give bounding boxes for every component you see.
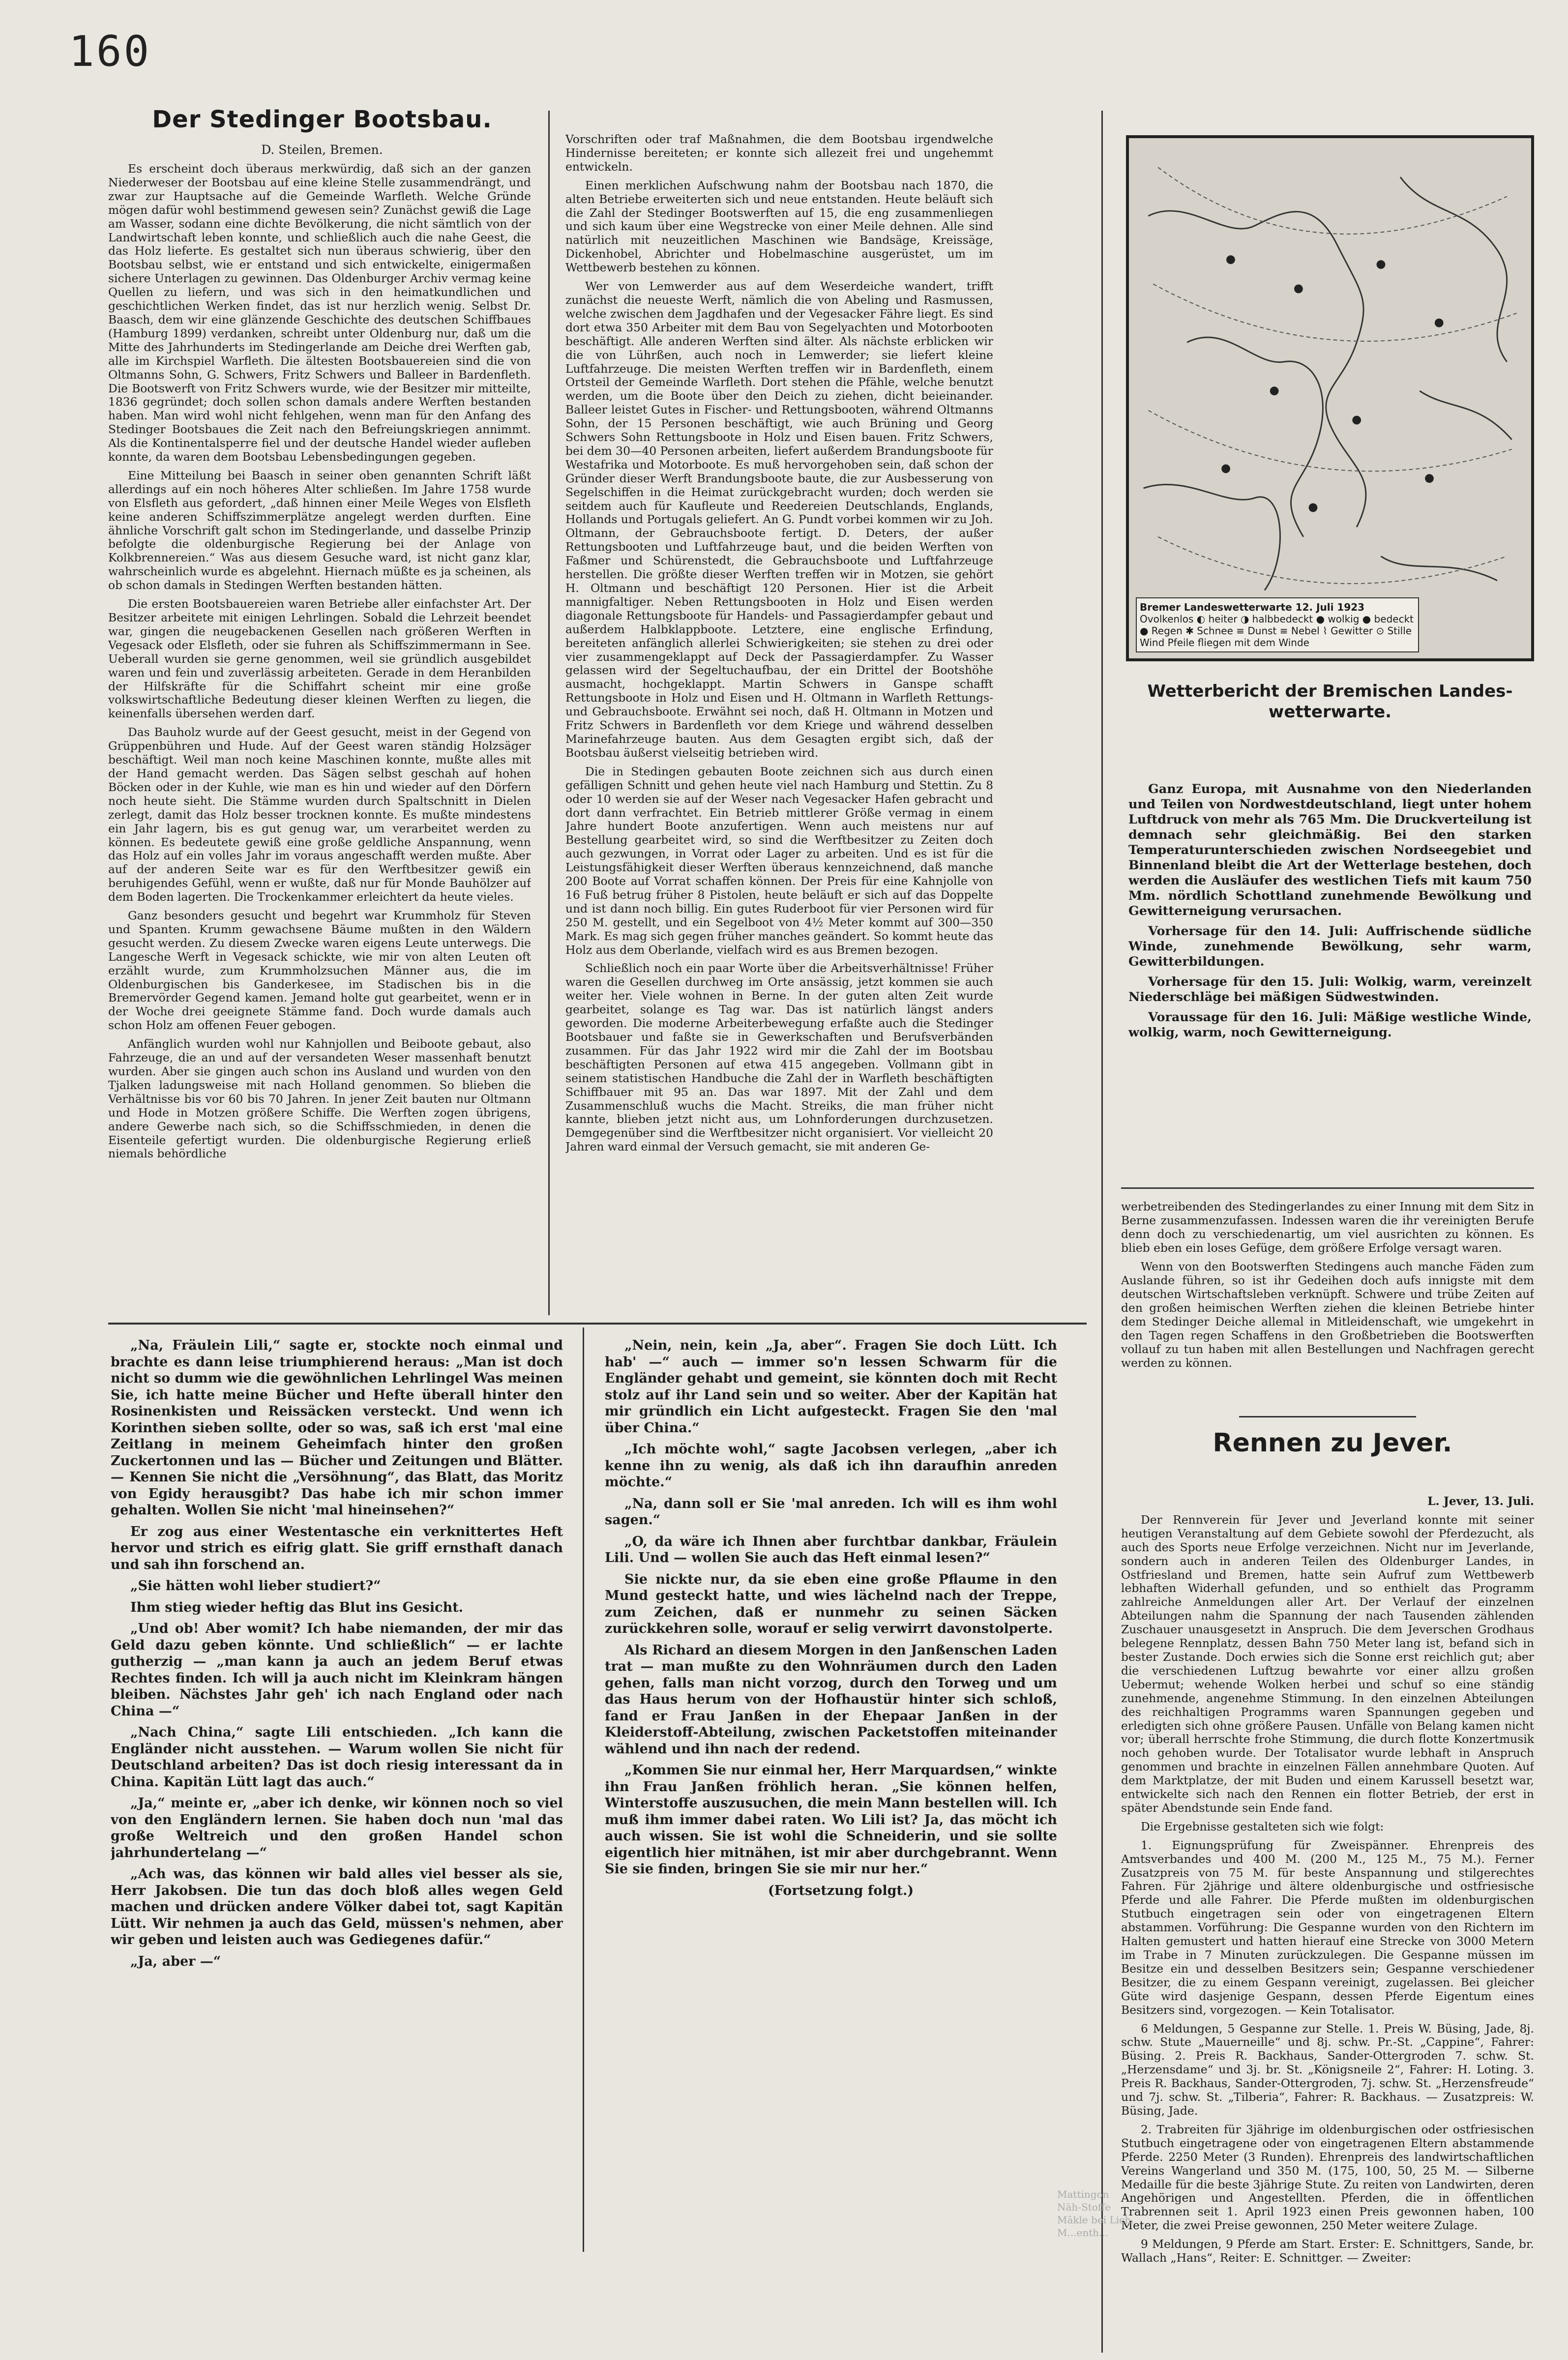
paragraph: Sie nickte nur, da sie eben eine große Pflaume in den Mund gesteckt hatte, und wies lächelnd nach der Treppe, zum Zeichen, daß er nunmehr zu seinen Säcken zurückkehren solle, worauf er selig verwirrt davonstolperte. bbox=[605, 1571, 1057, 1636]
paragraph: Ihm stieg wieder heftig das Blut ins Gesicht. bbox=[130, 1599, 464, 1615]
paragraph: Wenn von den Bootswerften Stedingens auch manche Fäden zum Auslande führen, so ist ihr Gedeihen doch aufs innigste mit dem deutschen Wirtschaftsleben verknüpft. Schwere und trübe Zeiten auf den großen heimischen Werften ziehen die kleinen Betriebe hinter dem Stedinger Deiche allemal in Mitleidenschaft, wie umgekehrt in den Tagen regen Schaffens in den Großbetrieben die Bootswerften vollauf zu tun haben mit allen Bestellungen und Nachfragen gerecht werden zu können. bbox=[1121, 1260, 1534, 1370]
story-column-b bbox=[605, 1337, 1057, 2237]
faint-line: Näh-Stoffe bbox=[1057, 2201, 1111, 2213]
paragraph: Die ersten Bootsbauereien waren Betriebe aller einfachster Art. Der Besitzer arbeitete mit einigen Lehrlingen. Sobald die Lehrzeit beendet war, gingen die neugebackenen Gesellen nach größeren Werften in Vegesack oder Elsfleth, oder sie fuhren als Schiffszimmermann in See. Ueberall wurden sie gerne genommen, weil sie gründlich ausgebildet waren und fein und zuverlässig arbeiteten. Gerade in dem Heranbilden der Hilfskräfte für die Schiffahrt scheint mir eine große volkswirtschaftliche Bedeutung dieser kleinen Werften zu liegen, die keinenfalls übersehen werden darf. bbox=[108, 597, 531, 721]
story-column-a bbox=[111, 1337, 563, 2267]
paragraph: „Nein, nein, kein „Ja, aber“. Fragen Sie doch Lütt. Ich hab' —“ auch — immer so'n lessen Schwarm für die Engländer gehabt und gemeint, sie könnten doch mit Recht stolz auf ihr Land sein und so weiter. Aber der Kapitän hat mir gründlich ein Licht aufgesteckt. Fragen Sie den 'mal über China.“ bbox=[605, 1338, 1057, 1436]
forecast-line: Vorhersage für den 15. Juli: Wolkig, warm, vereinzelt Niederschläge bei mäßigen Südwestwinden. bbox=[1128, 974, 1532, 1004]
paragraph: Eine Mitteilung bei Baasch in seiner oben genannten Schrift läßt allerdings auf ein noch höheres Alter schließen. Im Jahre 1758 wurde von Elsfleth aus gefordert, „daß hinnen einer Meile Weges von Elsfleth keine anderen Schiffszimmerplätze angelegt werden durften. Eine ähnliche Vorschrift galt schon im Stedingerlande, und dasselbe Prinzip befolgte die oldenburgische Regierung bei der Anlage von Kolkbrennereien.“ Was aus diesem Gesuche ward, ist nicht ganz klar, wahrscheinlich wurde es abgelehnt. Hiernach müßte es ja scheinen, als ob schon damals in Stedingen Werften bestanden hätten. bbox=[108, 468, 531, 592]
paragraph: 1. Eignungsprüfung für Zweispänner. Ehrenpreis des Amtsverbandes und 400 M. (200 M., 125 M., 75 M.). Ferner Zusatzpreis von 75 M. für beste Anspannung und stilgerechtes Fahren. Für 2jährige und ältere oldenburgische und ostfriesische Pferde und alle Fahrer. Die Pferde mußten im oldenburgischen Stutbuch eingetragen sein oder von eingetragenen Eltern abstammen. Vorführung: Die Gespanne wurden von den Richtern im Halten gemustert und hatten hierauf eine Strecke von 3000 Metern im Trabe in 7 Minuten zurückzulegen. Die Gespanne müssen im Besitze ein und desselben Besitzers sein; Gespanne verschiedener Besitzer, die zu einem Gespann vereinigt, zugelassen. Bei gleicher Güte wird dasjenige Gespann, dessen Pferde Eigentum eines Besitzers sind, vorgezogen. — Kein Totalisator. bbox=[1121, 1838, 1534, 2017]
paragraph: Vorschriften oder traf Maßnahmen, die dem Bootsbau irgendwelche Hindernisse bereiteten; er konnte sich allezeit frei und ungehemmt entwickeln. bbox=[565, 133, 993, 174]
paragraph: „Ja, aber —“ bbox=[130, 1953, 221, 1969]
map-caption-line: Bremer Landeswetterwarte 12. Juli 1923 bbox=[1140, 601, 1365, 613]
paragraph: Schließlich noch ein paar Worte über die Arbeitsverhältnisse! Früher waren die Gesellen durchweg im Orte ansässig, jetzt kommen sie auch weiter her. Viele wohnen in Berne. In der guten alten Zeit wurde gearbeitet, solange es Tag war. Das ist natürlich längst anders geworden. Die moderne Arbeiterbewegung erfaßte auch die Stedinger Bootsbauer und faßte sie in Gewerkschaften und Berufsverbänden zusammen. Für das Jahr 1922 wird mir die Zahl der im Bootsbau beschäftigten Personen auf etwa 415 angegeben. Vollmann gibt in seinem statistischen Handbuche die Zahl der in Warfleth beschäftigten Schiffbauer mit 95 an. Das war 1897. Mit der Zahl und dem Zusammenschluß wuchs die Macht. Streiks, die man früher nicht kannte, blieben jetzt nicht aus, um Lohnforderungen durchzusetzen. Demgegenüber sind die Werftbesitzer nicht organisiert. Vor vielleicht 20 Jahren ward einmal der Versuch gemacht, sie mit anderen Ge- bbox=[565, 961, 993, 1154]
paragraph: Es erscheint doch überaus merkwürdig, daß sich an der ganzen Niederweser der Bootsbau auf eine kleine Stelle zusammendrängt, und zwar zur Hauptsache auf die Gemeinde Warfleth. Welche Gründe mögen dafür wohl bestimmend gewesen sein? Zunächst gewiß die Lage am Wasser, sodann eine dichte Bevölkerung, die nicht sämtlich von der Landwirtschaft leben konnte, und schließlich auch die nahe Geest, die das Holz lieferte. Es gestaltet sich nun überaus schwierig, über den Bootsbau selbst, wie er entstand und sich entwickelte, einigermaßen sichere Unterlagen zu gewinnen. Das Oldenburger Archiv vermag keine Quellen zu liefern, und was sich in den heimatkundlichen und geschichtlichen Werken findet, das ist nur herzlich wenig. Selbst Dr. Baasch, dem wir eine glänzende Geschichte des deutschen Schiffbaues (Hamburg 1899) verdanken, schreibt unter Oldenburg nur, daß um die Mitte des Jahrhunderts im Stedingerlande am Deiche drei Werften gab, alle im Kirchspiel Warfleth. Die ältesten Bootsbauereien sind die von Oltmanns Sohn, G. Schwers, Fritz Schwers und Balleer in Bardenfleth. Die Bootswerft von Fritz Schwers wurde, wie der Besitzer mir mitteilte, 1836 gegründet; doch sollen schon damals andere Werften bestanden haben. Man wird wohl nicht fehlgehen, wenn man für den Anfang des Stedinger Bootsbaues die Zeit nach den Befreiungskriegen annimmt. Als die Kontinentalsperre fiel und der deutsche Handel wieder aufleben konnte, da waren dem Bootsbau Lebensbedingungen gegeben. bbox=[108, 162, 531, 464]
paragraph: „Na, dann soll er Sie 'mal anreden. Ich will es ihm wohl sagen.“ bbox=[605, 1496, 1057, 1528]
map-caption-line: Wind Pfeile fliegen mit dem Winde bbox=[1140, 637, 1309, 649]
article-title-rennen: Rennen zu Jever. bbox=[1213, 1428, 1452, 1458]
article-title-bootsbau: Der Stedinger Bootsbau. bbox=[152, 106, 492, 133]
story-divider-rule bbox=[108, 1323, 1087, 1325]
paragraph: „Nach China,“ sagte Lili entschieden. „Ich kann die Engländer nicht ausstehen. — Warum wollen Sie nicht für Deutschland arbeiten? Das ist doch riesig interessant da in China. Kapitän Lütt lagt das auch.“ bbox=[111, 1725, 563, 1790]
paragraph: „Ich möchte wohl,“ sagte Jacobsen verlegen, „aber ich kenne ihn zu wenig, als daß ich ihn daraufhin anreden möchte.“ bbox=[605, 1442, 1057, 1490]
paragraph: Ganz Europa, mit Ausnahme von den Niederlanden und Teilen von Nordwestdeutschland, liegt unter hohem Luftdruck von mehr als 765 Mm. Die Druckverteilung ist demnach sehr gleichmäßig. Bei den starken Temperaturunterschieden zwischen Nordseegebiet und Binnenland bleibt die Art der Wetterlage bestehen, doch werden die Ausläufer des westlichen Tiefs mit kaum 750 Mm. nördlich Schottland zunehmende Bewölkung und Gewitterneigung verursachen. bbox=[1128, 782, 1532, 918]
faint-line: M...enth... bbox=[1057, 2227, 1109, 2239]
paragraph: Einen merklichen Aufschwung nahm der Bootsbau nach 1870, die alten Betriebe erweiterten sich und neue entstanden. Heute beläuft sich die Zahl der Stedinger Bootswerften auf 15, die eng zusammenliegen und sich kaum über eine Wegstrecke von einer Meile dehnen. Alle sind natürlich mit neuzeitlichen Maschinen wie Bandsäge, Kreissäge, Dickenhobel, Abrichter und Hobelmaschine ausgerüstet, um im Wettbewerb bestehen zu können. bbox=[565, 178, 993, 275]
weather-map bbox=[1126, 135, 1534, 661]
dateline: L. Jever, 13. Juli. bbox=[1427, 1495, 1534, 1508]
weather-map-caption bbox=[1136, 597, 1419, 652]
paragraph: werbetreibenden des Stedingerlandes zu einer Innung mit dem Sitz in Berne zusammenzufassen. Indessen waren die ihr vereinigten Berufe denn doch zu verschiedenartig, um viel ausrichten zu können. Es blieb eben ein loses Gefüge, dem größere Erfolge versagt waren. bbox=[1121, 1200, 1534, 1255]
paragraph: 2. Trabreiten für 3jährige im oldenburgischen oder ostfriesischen Stutbuch eingetragene oder von eingetragenen Eltern abstammende Pferde. 2250 Meter (3 Runden). Ehrenpreis des landwirtschaftlichen Vereins Wangerland und 350 M. (175, 100, 50, 25 M. — Silberne Medaille für die beste 3jährige Stute. Zu reiten von Landwirten, deren Angehörigen und Angestellten. Pferden, die in öffentlichen Trabrennen seit 1. April 1923 einen Preis gewonnen haben, 100 Meter, die zwei Preise gewonnen, 250 Meter weitere Zulage. bbox=[1121, 2122, 1534, 2233]
paragraph: „O, da wäre ich Ihnen aber furchtbar dankbar, Fräulein Lili. Und — wollen Sie auch das Heft einmal lesen?“ bbox=[605, 1534, 1057, 1565]
faint-line: Mäkle bei Lich. bbox=[1057, 2214, 1134, 2226]
article-byline: D. Steilen, Bremen. bbox=[261, 143, 383, 157]
weather-report-body bbox=[1128, 782, 1532, 1136]
weather-title-line: Wetterbericht der Bremischen Landes- bbox=[1147, 681, 1513, 701]
forecast-line: Vorhersage für den 14. Juli: Auffrischende südliche Winde, zunehmende Bewölkung, sehr warm, Gewitterbildungen. bbox=[1128, 924, 1532, 969]
paragraph: „Und ob! Aber womit? Ich habe niemanden, der mir das Geld dazu geben könnte. Und schließlich“ — er lachte gutherzig — „man kann ja auch an jedem Beruf etwas Rechtes finden. Ich will ja auch nicht im Kleinkram hängen bleiben. Nächstes Jahr geh' ich nach England oder nach China —“ bbox=[111, 1621, 563, 1719]
column-rule-2 bbox=[1101, 111, 1103, 2353]
page-number: 160 bbox=[69, 27, 151, 76]
bootsbau-column-2 bbox=[565, 133, 993, 1323]
story-continued: (Fortsetzung folgt.) bbox=[768, 1883, 914, 1898]
paragraph: „Sie hätten wohl lieber studiert?“ bbox=[130, 1578, 381, 1593]
weather-report-title bbox=[1126, 681, 1534, 722]
story-column-rule bbox=[583, 1328, 584, 2252]
rennen-body bbox=[1121, 1495, 1534, 2338]
paragraph: „Ja,“ meinte er, „aber ich denke, wir können noch so viel von den Engländern lernen. Sie haben doch nun 'mal das große Weltreich und den großen Handel schon jahrhundertelang —“ bbox=[111, 1796, 563, 1860]
paragraph: Ganz besonders gesucht und begehrt war Krummholz für Steven und Spanten. Krumm gewachsene Bäume mußten in den Wäldern gesucht werden. Zu diesem Zwecke waren eigens Leute unterwegs. Die Langesche Werft in Vegesack schickte, wie mir von alten Leuten oft erzählt wurde, zum Krummholzsuchen Männer aus, die im Oldenburgischen bis Ganderkesee, im Stadischen bis in die Bremervörder Gegend kamen. Jemand holte gut gearbeitet, wenn er in der Woche drei geeignete Stämme fand. Doch wurde damals auch schon Holz am offenen Feuer gebogen. bbox=[108, 909, 531, 1032]
bootsbau-column-1 bbox=[108, 162, 531, 1308]
paragraph: „Ach was, das können wir bald alles viel besser als sie, Herr Jakobsen. Die tun das doch bloß alles wegen Geld machen und drücken andere Völker dabei tot, sagt Kapitän Lütt. Wir nehmen ja auch das Geld, müssen's nehmen, aber wir geben und leisten auch was Gediegenes dafür.“ bbox=[111, 1866, 563, 1947]
weather-title-line: wetterwarte. bbox=[1268, 702, 1392, 722]
paragraph: Als Richard an diesem Morgen in den Janßenschen Laden trat — man mußte zu den Wohnräumen durch den Laden gehen, falls man nicht vorzog, durch den Torweg und um das Haus herum von der Hofhaustür hinter sich schloß, fand er Frau Janßen in der Ehepaar Janßen in der Kleiderstoff-Abteilung, zwischen Packetstoffen miteinander wählend und ihn nach der redend. bbox=[605, 1642, 1057, 1757]
column-rule-1 bbox=[548, 111, 550, 1315]
rennen-top-rule bbox=[1239, 1416, 1416, 1417]
paragraph: Anfänglich wurden wohl nur Kahnjollen und Beiboote gebaut, also Fahrzeuge, die an und auf der versandeten Weser massenhaft benutzt wurden. Aber sie gingen auch schon ins Ausland und wurden von den Tjalken ladungsweise mit nach Holland genommen. So blieben die Verhältnisse bis vor 60 bis 70 Jahren. In jener Zeit bauten nur Oltmann und Hode in Motzen größere Schiffe. Die Werften zogen übrigens, andere Gewerbe nach sich, so die Schiffsschmieden, in denen die Eisenteile gefertigt wurden. Die oldenburgische Regierung erließ niemals behördliche bbox=[108, 1037, 531, 1161]
paragraph: Die Ergebnisse gestalteten sich wie folgt: bbox=[1141, 1819, 1384, 1833]
paragraph: 6 Meldungen, 5 Gespanne zur Stelle. 1. Preis W. Büsing, Jade, 8j. schw. Stute „Mauerneille“ und 8j. schw. Pr.-St. „Cappine“, Fahrer: Büsing. 2. Preis R. Backhaus, Sander-Ottergroden 7. schw. St. „Herzensdame“ und 3j. br. St. „Königsneile 2“, Fahrer: H. Loting. 3. Preis R. Backhaus, Sander-Ottergroden, 7j. schw. St. „Herzensfreude“ und 7j. schw. St. „Tilberia“, Fahrer: R. Backhaus. — Zusatzpreis: W. Büsing, Jade. bbox=[1121, 2021, 1534, 2118]
bootsbau-column-3 bbox=[1121, 1200, 1534, 1416]
paragraph: „Kommen Sie nur einmal her, Herr Marquardsen,“ winkte ihn Frau Janßen fröhlich heran. „Sie können helfen, Winterstoffe auszusuchen, die mein Mann bestellen will. Ich muß ihm immer dabei raten. Wo Lili ist? Ja, das möcht ich auch wissen. Sie ist wohl die Schneiderin, und sie sollte eigentlich hier mitnähen, ist mir aber durchgebrannt. Wenn Sie sie finden, bringen Sie sie mir nur her.“ bbox=[605, 1763, 1057, 1877]
paragraph: Wer von Lemwerder aus auf dem Weserdeiche wandert, trifft zunächst die neueste Werft, nämlich die von Abeling und Rasmussen, welche zwischen dem Jagdhafen und der Vegesacker Fähre liegt. Es sind dort etwa 350 Arbeiter mit dem Bau von Segelyachten und Motorbooten beschäftigt. Alle anderen Werften sind älter. Als nächste erblicken wir die von Lührßen, auch noch in Lemwerder; sie liefert kleine Luftfahrzeuge. Die meisten Werften treffen wir in Bardenfleth, einem Ortsteil der Gemeinde Warfleth. Dort stehen die Pfähle, welche benutzt werden, um die Boote über den Deich zu ziehen, dicht beieinander. Balleer leistet Gutes in Fischer- und Rettungsbooten, während Oltmanns Sohn, der 15 Personen beschäftigt, wie auch Brüning und Georg Schwers Sohn Rettungsboote in Holz und Eisen bauen. Fritz Schwers, bei dem 30—40 Personen arbeiten, liefert außerdem Brandungsboote für Westafrika und Motorboote. Es muß hervorgehoben sein, daß schon der Gründer dieser Werft Brandungsboote baute, die zur Ausbesserung von Segelschiffen in die Heimat zurückgebracht wurden; doch werden sie seitdem auch für Kaufleute und Reedereien Deutschlands, Englands, Hollands und Portugals geliefert. An G. Pundt vorbei kommen wir zu Joh. Oltmann, der Gebrauchsboote fertigt. D. Deters, der außer Rettungsbooten und Luftfahrzeuge baut, und die beiden Werften von Faßmer und Schürenstedt, die Gebrauchsboote und Luftfahrzeuge herstellen. Die größte dieser Werften treffen wir in Motzen, sie gehört H. Oltmann und beschäftigt 120 Personen. Hier ist die Arbeit mannigfaltiger. Neben Rettungsbooten in Holz und Eisen werden diagonale Rettungsboote für Handels- und Passagierdampfer gebaut und außerdem Halbklappboote. Letztere, eine englische Erfindung, bereiteten anfänglich allerlei Schwierigkeiten; sie stehen zu drei oder vier zusammengeklappt auf Deck der Passagierdampfer. Zu Wasser gelassen wird der Segeltuchaufbau, der ein Drittel der Bootshöhe ausmacht, hochgeklappt. Martin Schwers in Ganspe schafft Rettungsboote in Holz und Eisen und H. Oltmann in Warfleth Rettungs- und Gebrauchsboote. Erwähnt sei noch, daß H. Oltmann in Motzen und Fritz Schwers in Bardenfleth vor dem Kriege und während desselben Marinefahrzeuge bauten. Aus dem Gesagten ergibt sich, daß der Bootsbau äußerst vielseitig betrieben wird. bbox=[565, 279, 993, 760]
paragraph: Er zog aus einer Westentasche ein verknittertes Heft hervor und strich es eifrig glatt. Sie griff ernsthaft danach und sah ihn forschend an. bbox=[111, 1524, 563, 1572]
paragraph: Die in Stedingen gebauten Boote zeichnen sich aus durch einen gefälligen Schnitt und gehen heute viel nach Hamburg und Stettin. Zu 8 oder 10 werden sie auf der Weser nach Vegesacker Hafen gebracht und dort dann verfrachtet. Ein Betrieb mittlerer Größe vermag in einem Jahre hundert Boote anzufertigen. Wenn auch meistens nur auf Bestellung gearbeitet wird, so sind die Werftbesitzer zu Zeiten doch auch gezwungen, in Vorrat oder Lager zu arbeiten. Und es ist für die Leistungsfähigkeit dieser Werften überaus kennzeichnend, daß manche 200 Boote auf Vorrat schaffen können. Der Preis für eine Kahnjolle von 16 Fuß betrug früher 8 Pistolen, heute beläuft er sich auf das Doppelte und ist dann noch billig. Ein gutes Ruderboot für vier Personen wird für 250 M. gestellt, und ein Segelboot von 4½ Meter kommt auf 300—350 Mark. Es mag sich gegen früher manches geändert. So kommt heute das Holz aus dem Oberlande, vielfach wird es aus Bremen bezogen. bbox=[565, 764, 993, 957]
paragraph: „Na, Fräulein Lili,“ sagte er, stockte noch einmal und brachte es dann leise triumphierend heraus: „Man ist doch nicht so dumm wie die gewöhnlichen Lehrlingel Was meinen Sie, ich hatte meine Bücher und Hefte überall hinter den Rosinenkisten und Reissäcken versteckt. Und wenn ich Korinthen sieben sollte, oder so was, saß ich erst 'mal eine Zeitlang in meinem Geheimfach hinter den großen Zuckertonnen und las — Bücher und Zeitungen und Blätter. — Kennen Sie nicht die „Versöhnung“, das Blatt, das Moritz von Egidy herausgibt? Das habe ich mir schon immer gehalten. Wollen Sie nicht 'mal hineinsehen?“ bbox=[111, 1338, 563, 1518]
faint-bleedthrough-text bbox=[1057, 2188, 1146, 2239]
map-caption-line: ● Regen ✱ Schnee ≡ Dunst ≡ Nebel ⌇ Gewitter ⊙ Stille bbox=[1140, 625, 1412, 637]
weather-map-drawing bbox=[1129, 138, 1531, 658]
forecast-line: Voraussage für den 16. Juli: Mäßige westliche Winde, wolkig, warm, noch Gewitterneigung. bbox=[1128, 1010, 1532, 1040]
paragraph: Das Bauholz wurde auf der Geest gesucht, meist in der Gegend von Grüppenbühren und Hude. Auf der Geest waren ständig Holzsäger beschäftigt. Weil man noch keine Maschinen konnte, mußte alles mit der Hand gemacht werden. Das Sägen selbst geschah auf hohen Böcken oder in der Kuhle, wie man es hin und wieder auf den Dörfern noch heute sieht. Die Stämme wurden durch Spaltschnitt in Dielen zerlegt, damit das Holz besser trocknen konnte. Es mußte mindestens ein Jahr lagern, bis es gut genug war, um verarbeitet werden zu können. Es bedeutete gewiß eine große geldliche Anspannung, wenn das Holz auf ein volles Jahr im voraus angeschafft werden mußte. Aber auf der anderen Seite war es für den Werftbesitzer gewiß ein beruhigendes Gefühl, wenn er wußte, daß nur für Monde Bauhölzer auf dem Boden lagerten. Die Trockenkammer erleichtert da heute vieles. bbox=[108, 725, 531, 904]
paragraph: 9 Meldungen, 9 Pferde am Start. Erster: E. Schnittgers, Sande, br. Wallach „Hans“, Reiter: E. Schnittger. — Zweiter: bbox=[1121, 2237, 1534, 2265]
faint-line: Mattingon bbox=[1057, 2188, 1109, 2200]
map-caption-line: Ovolkenlos ◐ heiter ◑ halbbedeckt ● wolkig ● bedeckt bbox=[1140, 613, 1414, 625]
weather-end-rule bbox=[1121, 1187, 1534, 1189]
paragraph: Der Rennverein für Jever und Jeverland konnte mit seiner heutigen Veranstaltung auf dem Gebiete sowohl der Pferdezucht, als auch des Sports neue Erfolge verzeichnen. Nicht nur im Jeverlande, sondern auch in anderen Teilen des Oldenburger Landes, in Ostfriesland und Bremen, hatte sein Aufruf zum Wettbewerb lebhaften Widerhall gefunden, und so enthielt das Programm zahlreiche Anmeldungen aller Art. Der Verlauf der einzelnen Abteilungen nahm die Spannung der nach Tausenden zählenden Zuschauer unausgesetzt in Anspruch. Die dem Jeverschen Grodhaus belegene Rennplatz, dessen Bahn 750 Meter lang ist, befand sich in bester Zustande. Doch erwies sich die Sonne erst reichlich gut; aber die verschiedenen Luftzug bewahrte vor einer allzu großen Uebermut; wehende Wolken herbei und schuf so eine ständig zunehmende, angenehme Stimmung. In den einzelnen Abteilungen des reichhaltigen Programms waren Spannungen gegeben und erledigten sich ohne größere Pausen. Unfälle von Belang kamen nicht vor; überall herrschte frohe Stimmung, die durch flotte Konzertmusik noch gehoben wurde. Der Totalisator wurde lebhaft in Anspruch genommen und brachte in einzelnen Fällen annehmbare Quoten. Auf dem Marktplatze, der mit Buden und einem Karussell besetzt war, entwickelte sich nach den Rennen ein flotter Betrieb, der erst in später Abendstunde sein Ende fand. bbox=[1121, 1512, 1534, 1815]
